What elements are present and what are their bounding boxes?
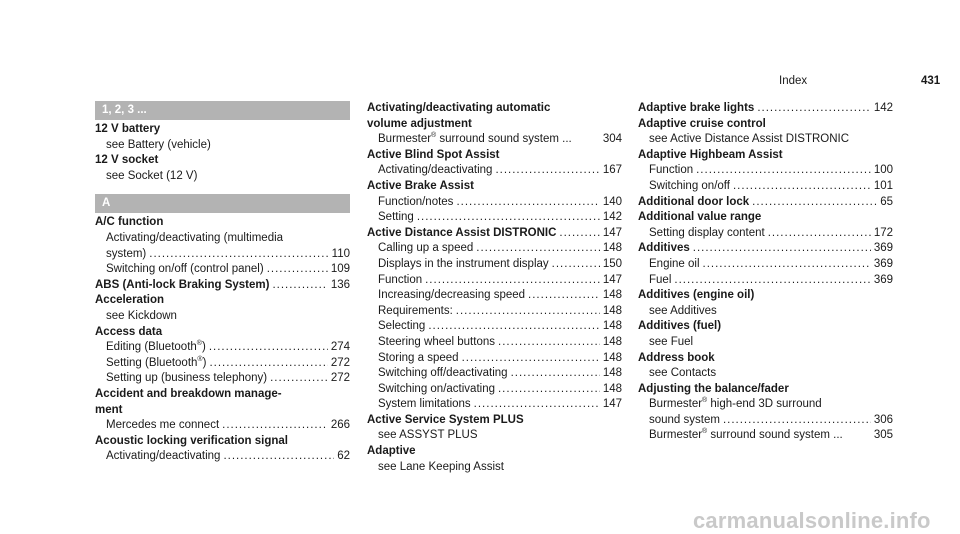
section-header-a: A <box>95 194 350 213</box>
page-ref[interactable]: 110 <box>331 247 350 260</box>
page-ref[interactable]: 136 <box>330 278 350 291</box>
entry-term-row[interactable] <box>367 226 622 242</box>
entry-term: Additives <box>638 242 690 255</box>
entry-term: A/C function <box>95 216 164 229</box>
page-ref[interactable]: 272 <box>330 356 350 369</box>
dot-leader <box>456 304 600 320</box>
dot-leader <box>495 163 599 179</box>
page-ref[interactable]: 369 <box>873 273 893 286</box>
page-ref[interactable]: 101 <box>873 179 893 192</box>
index-column-3 <box>638 101 893 444</box>
see-reference[interactable]: see Kickdown <box>106 309 177 322</box>
see-reference[interactable]: see Active Distance Assist DISTRONIC <box>649 133 850 146</box>
sub-entry[interactable]: Setting ..... 142 <box>367 210 622 226</box>
entry-term: Adaptive brake lights <box>638 102 755 114</box>
index-entry-acoustic-locking <box>95 434 350 465</box>
index-entry-cruise-control <box>638 117 893 148</box>
watermark: carmanualsonline.info <box>693 508 931 533</box>
entry-term-cont: volume adjustment <box>367 117 472 130</box>
index-entry-adaptive <box>367 444 622 475</box>
dot-leader <box>703 257 871 273</box>
see-reference[interactable]: see Battery (vehicle) <box>106 138 211 151</box>
sub-entry[interactable]: Setting display content ..... 172 <box>638 226 893 242</box>
page-ref[interactable]: 147 <box>602 398 622 411</box>
entry-term: Address book <box>638 351 715 364</box>
index-entry-address-book <box>638 351 893 382</box>
index-entry-ac-function <box>95 215 350 277</box>
see-reference[interactable]: see Additives <box>649 304 717 317</box>
sub-entry[interactable]: Storing a speed ..... 148 <box>367 351 622 367</box>
sub-entry[interactable]: Requirements: ..... 148 <box>367 304 622 320</box>
page-ref[interactable]: 304 <box>602 133 622 146</box>
sub-entry[interactable]: system) ..... 110 <box>95 247 350 263</box>
dot-leader <box>428 319 600 335</box>
sub-entry[interactable]: Displays in the instrument display ..... 150 <box>367 257 622 273</box>
dot-leader <box>498 382 600 398</box>
entry-term: Additional door lock <box>638 195 750 208</box>
header-page-number: 431 <box>921 75 941 87</box>
sub-entry-text: Activating/deactivating (multimedia <box>106 231 284 244</box>
entry-term: 12 V socket <box>95 154 159 167</box>
dot-leader <box>693 241 871 257</box>
index-entry-additives-fuel <box>638 319 893 350</box>
sub-entry[interactable]: Selecting ..... 148 <box>367 319 622 335</box>
page-ref[interactable]: 272 <box>330 372 350 385</box>
page-ref[interactable]: 148 <box>602 335 622 348</box>
index-column-2 <box>367 101 622 475</box>
sub-entry[interactable]: Activating/deactivating ..... 167 <box>367 163 622 179</box>
entry-term: 12 V battery <box>95 123 161 135</box>
section-header-123: 1, 2, 3 ... <box>95 101 350 120</box>
dot-leader <box>476 241 600 257</box>
sub-entry[interactable]: Mercedes me connect ..... 266 <box>95 418 350 434</box>
page-ref[interactable]: 65 <box>880 195 893 208</box>
dot-leader <box>149 247 328 263</box>
sub-entry[interactable]: Function/notes ..... 140 <box>367 195 622 211</box>
sub-entry[interactable]: Function ..... 100 <box>638 163 893 179</box>
dot-leader <box>768 226 871 242</box>
sub-entry[interactable]: Steering wheel buttons ..... 148 <box>367 335 622 351</box>
entry-term: Active Brake Assist <box>367 179 474 192</box>
see-reference[interactable]: see Fuel <box>649 335 694 348</box>
dot-leader <box>222 418 328 434</box>
page-ref[interactable]: 148 <box>602 289 622 302</box>
dot-leader <box>674 273 870 289</box>
entry-term: Additional value range <box>638 211 762 224</box>
dot-leader <box>498 335 600 351</box>
dot-leader <box>456 195 599 211</box>
sub-entry[interactable]: Editing (Bluetooth®) ..... 274 <box>95 340 350 356</box>
index-entry-access-data <box>95 325 350 387</box>
entry-term: Adaptive <box>367 445 416 458</box>
page-ref[interactable]: 142 <box>602 211 622 224</box>
sub-entry[interactable]: Setting (Bluetooth®) ..... 272 <box>95 356 350 372</box>
sub-entry[interactable]: Burmester® surround sound system ... 305 <box>638 428 893 444</box>
entry-term: Adaptive Highbeam Assist <box>638 148 783 161</box>
entry-term: Acceleration <box>95 294 165 307</box>
see-reference[interactable]: see ASSYST PLUS <box>378 429 478 442</box>
sub-entry-text: Burmester® high-end 3D surround <box>649 397 822 411</box>
index-entry-brake-lights[interactable] <box>638 101 893 117</box>
entry-term: Additives (fuel) <box>638 320 722 333</box>
index-entry-abs[interactable] <box>95 278 350 294</box>
entry-term: Activating/deactivating automatic <box>367 102 551 114</box>
page-ref[interactable]: 147 <box>602 226 622 239</box>
page-ref[interactable]: 167 <box>602 164 622 177</box>
entry-term: Active Distance Assist DISTRONIC <box>367 226 557 239</box>
dot-leader <box>733 179 871 195</box>
sub-entry[interactable]: Fuel ..... 369 <box>638 273 893 289</box>
index-entry-distronic <box>367 226 622 413</box>
entry-term: Acoustic locking verification signal <box>95 434 288 447</box>
page-ref[interactable]: 306 <box>873 413 893 426</box>
page-ref[interactable]: 274 <box>330 341 350 354</box>
sub-entry[interactable]: Switching off/deactivating ..... 148 <box>367 366 622 382</box>
sub-entry[interactable]: Burmester® surround sound system ... 304 <box>367 132 622 148</box>
index-entry-auto-volume <box>367 101 622 148</box>
entry-term: Access data <box>95 325 163 338</box>
index-entry-additives-oil <box>638 288 893 319</box>
index-column-1 <box>95 101 350 465</box>
index-entry-service-plus <box>367 413 622 444</box>
dot-leader <box>528 288 600 304</box>
entry-term-cont: ment <box>95 403 123 416</box>
dot-leader <box>272 278 327 294</box>
dot-leader <box>474 397 600 413</box>
sub-entry[interactable]: System limitations ..... 147 <box>367 397 622 413</box>
dot-leader <box>757 101 871 117</box>
entry-term: Active Service System PLUS <box>367 413 524 426</box>
dot-leader <box>696 163 871 179</box>
index-entry-12v-socket <box>95 153 350 184</box>
index-entry-brake-assist <box>367 179 622 226</box>
page-ref[interactable]: 147 <box>602 273 622 286</box>
index-entry-balance-fader <box>638 382 893 444</box>
dot-leader <box>511 366 600 382</box>
index-entry-acceleration <box>95 293 350 324</box>
page-ref[interactable]: 150 <box>602 257 622 270</box>
sub-entry[interactable]: Function ..... 147 <box>367 273 622 289</box>
entry-term: Adjusting the balance/fader <box>638 382 789 395</box>
dot-leader <box>209 356 327 372</box>
entry-term: ABS (Anti-lock Braking System) <box>95 278 270 291</box>
sub-entry[interactable]: Switching on/activating ..... 148 <box>367 382 622 398</box>
page-ref[interactable]: 305 <box>873 429 893 442</box>
page-ref[interactable]: 369 <box>873 242 893 255</box>
sub-entry[interactable]: Calling up a speed ..... 148 <box>367 241 622 257</box>
header-label: Index <box>779 75 808 87</box>
page-ref[interactable]: 148 <box>602 242 622 255</box>
page-ref[interactable]: 369 <box>873 257 893 270</box>
dot-leader <box>223 449 334 465</box>
page-ref[interactable]: 148 <box>602 304 622 317</box>
page-ref[interactable]: 140 <box>602 195 622 208</box>
page-ref[interactable]: 148 <box>602 382 622 395</box>
entry-term: Adaptive cruise control <box>638 117 766 130</box>
page-ref[interactable]: 142 <box>873 102 893 114</box>
entry-term-row[interactable] <box>638 241 893 257</box>
sub-entry[interactable]: Increasing/decreasing speed ..... 148 <box>367 288 622 304</box>
dot-leader <box>270 371 328 387</box>
dot-leader <box>723 413 871 429</box>
index-entry-accident-breakdown <box>95 387 350 434</box>
dot-leader <box>752 195 877 211</box>
index-entry-12v-battery <box>95 122 350 153</box>
sub-entry[interactable]: Setting up (business telephony) ..... 272 <box>95 371 350 387</box>
page-ref[interactable]: 148 <box>602 367 622 380</box>
dot-leader <box>559 226 599 242</box>
dot-leader <box>209 340 328 356</box>
page-ref[interactable]: 109 <box>330 263 350 276</box>
page-ref[interactable]: 148 <box>602 320 622 333</box>
distronic-sub-list <box>367 241 622 413</box>
dot-leader <box>462 351 600 367</box>
entry-term: Accident and breakdown manage- <box>95 387 282 400</box>
entry-term: Active Blind Spot Assist <box>367 148 500 161</box>
page-ref[interactable]: 148 <box>602 351 622 364</box>
page-ref[interactable]: 172 <box>873 226 893 239</box>
page-ref[interactable]: 62 <box>337 450 350 463</box>
dot-leader <box>425 273 600 289</box>
entry-term: Additives (engine oil) <box>638 289 755 302</box>
page-ref[interactable]: 266 <box>330 419 350 432</box>
sub-entry[interactable]: Activating/deactivating ..... 62 <box>95 449 350 465</box>
index-entry-blind-spot <box>367 148 622 179</box>
sub-entry[interactable]: Switching on/off ..... 101 <box>638 179 893 195</box>
sub-entry[interactable]: sound system ..... 306 <box>638 413 893 429</box>
see-reference[interactable]: see Contacts <box>649 367 717 380</box>
sub-entry[interactable]: Engine oil ..... 369 <box>638 257 893 273</box>
index-entry-additives <box>638 241 893 288</box>
dot-leader <box>417 210 600 226</box>
see-reference[interactable]: see Lane Keeping Assist <box>378 460 504 473</box>
dot-leader <box>552 257 600 273</box>
sub-entry[interactable]: Switching on/off (control panel) ..... 109 <box>95 262 350 278</box>
index-entry-door-lock[interactable] <box>638 195 893 211</box>
dot-leader <box>267 262 328 278</box>
index-entry-value-range <box>638 210 893 241</box>
see-reference[interactable]: see Socket (12 V) <box>106 169 198 182</box>
index-entry-highbeam <box>638 148 893 195</box>
page-ref[interactable]: 100 <box>873 164 893 177</box>
